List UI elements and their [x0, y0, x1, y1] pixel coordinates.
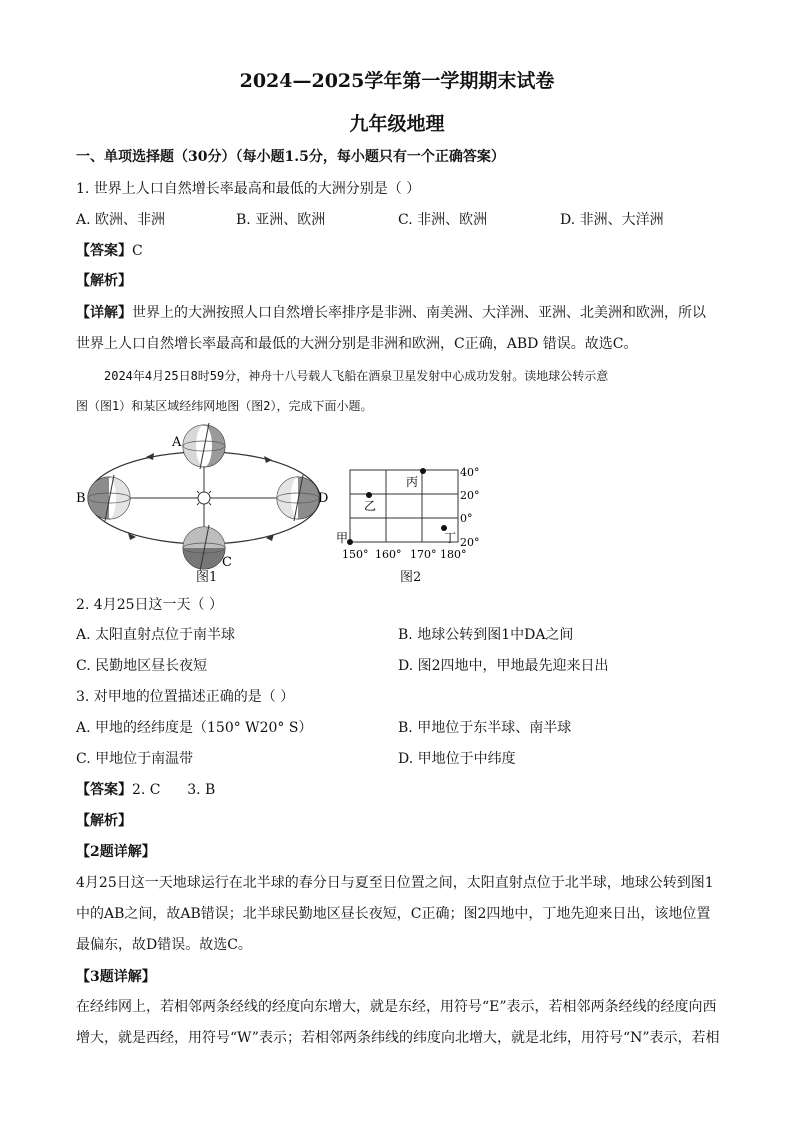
- figure2-graticule-map: [334, 462, 494, 564]
- orbit-label-d: D: [318, 491, 329, 506]
- figure1-caption: 图1: [196, 570, 218, 585]
- intro-line2: 图（图1）和某区域经纬网地图（图2），完成下面小题。: [76, 399, 373, 413]
- label-ding: 丁: [444, 531, 457, 545]
- q3-option-a: A. 甲地的经纬度是（150° W20° S）: [76, 720, 313, 736]
- label-jia: 甲: [336, 531, 349, 545]
- q1-detail-line2: 世界上人口自然增长率最高和最低的大洲分别是非洲和欧洲，C正确，ABD 错误。故选C。: [76, 336, 638, 352]
- q2-detail-text: 4月25日这一天地球运行在北半球的春分日与夏至日位置之间，太阳直射点位于北半球，地球公转到图1中的AB之间，故AB错误；北半球民勤地区昼长夜短，C正确；图2四地中，丁地先迎来日出，该地位置最偏东，故D错误。故选C。: [76, 875, 714, 953]
- lon-label-170: 170°: [410, 548, 437, 561]
- q2-option-c: C. 民勤地区昼长夜短: [76, 658, 208, 674]
- q23-answer: [76, 781, 215, 799]
- q2-option-b: B. 地球公转到图1中DA之间: [398, 627, 574, 643]
- q3-detail-text: 在经纬网上，若相邻两条经线的经度向东增大，就是东经，用符号“E”表示，若相邻两条经线的经度向西增大，就是西经，用符号“W”表示；若相邻两条纬线的纬度向北增大，就是北纬，用符号“N”表示，若相: [76, 999, 720, 1046]
- q3-detail-tag: 【3题详解】: [76, 969, 156, 985]
- lon-label-180: 180°: [440, 548, 467, 561]
- q1-detail-line1: [76, 304, 706, 322]
- sun-icon: [194, 488, 214, 508]
- orbit-arrow: [146, 453, 154, 460]
- earth-a-globe: [183, 423, 225, 469]
- q2-stem: 2. 4月25日这一天（ ）: [76, 597, 223, 613]
- q1-stem: 1. 世界上人口自然增长率最高和最低的大洲分别是（ ）: [76, 181, 421, 197]
- figure1-orbit-diagram: [76, 420, 336, 585]
- lat-label-40: 40°: [460, 466, 480, 479]
- earth-b-globe: [88, 475, 130, 521]
- q3-option-b: B. 甲地位于东半球、南半球: [398, 720, 572, 736]
- section-heading: 一、单项选择题（30分）（每小题1.5分，每小题只有一个正确答案）: [76, 149, 505, 165]
- q3-stem: 3. 对甲地的位置描述正确的是（ ）: [76, 689, 295, 705]
- orbit-arrow: [264, 456, 272, 463]
- orbit-label-b: B: [76, 491, 86, 506]
- earth-c-globe: [183, 525, 225, 571]
- lat-label-20s: 20°: [460, 536, 480, 549]
- intro-line1: 2024年4月25日8时59分，神舟十八号载人飞船在酒泉卫星发射中心成功发射。读地球公转示意: [104, 369, 609, 383]
- lat-label-0: 0°: [460, 512, 473, 525]
- answer-value: C: [132, 243, 143, 259]
- lat-label-20n: 20°: [460, 489, 480, 502]
- label-bing: 丙: [406, 475, 419, 489]
- q2-option-d: D. 图2四地中，甲地最先迎来日出: [398, 658, 609, 674]
- answer-tag: 【答案】: [76, 243, 132, 259]
- q2-option-a: A. 太阳直射点位于南半球: [76, 627, 236, 643]
- q23-analysis-tag: 【解析】: [76, 813, 132, 829]
- answer-values: 2. C 3. B: [132, 782, 216, 798]
- answer-tag: 【答案】: [76, 782, 132, 798]
- point-bing: [420, 468, 426, 474]
- q1-option-d: D. 非洲、大洋洲: [560, 212, 664, 228]
- exam-title: 2024—2025学年第一学期期末试卷: [239, 70, 555, 92]
- detail-tag: 【详解】: [76, 305, 132, 321]
- orbit-label-a: A: [172, 435, 182, 450]
- q1-analysis-tag: 【解析】: [76, 273, 132, 289]
- q2-detail-tag: 【2题详解】: [76, 844, 156, 860]
- q1-option-a: A. 欧洲、非洲: [76, 212, 166, 228]
- q1-option-b: B. 亚洲、欧洲: [236, 212, 326, 228]
- q1-answer: [76, 242, 143, 260]
- lon-label-150: 150°: [342, 548, 369, 561]
- q3-option-d: D. 甲地位于中纬度: [398, 751, 516, 767]
- figure2-caption: 图2: [400, 570, 422, 585]
- q3-option-c: C. 甲地位于南温带: [76, 751, 194, 767]
- detail-text: 世界上的大洲按照人口自然增长率排序是非洲、南美洲、大洋洲、亚洲、北美洲和欧洲，所以: [132, 305, 706, 321]
- point-yi: [366, 492, 372, 498]
- exam-subtitle: 九年级地理: [349, 113, 445, 135]
- label-yi: 乙: [364, 499, 377, 513]
- orbit-arrow: [266, 534, 274, 541]
- orbit-label-c: C: [222, 555, 232, 570]
- lon-label-160: 160°: [375, 548, 402, 561]
- q1-option-c: C. 非洲、欧洲: [398, 212, 488, 228]
